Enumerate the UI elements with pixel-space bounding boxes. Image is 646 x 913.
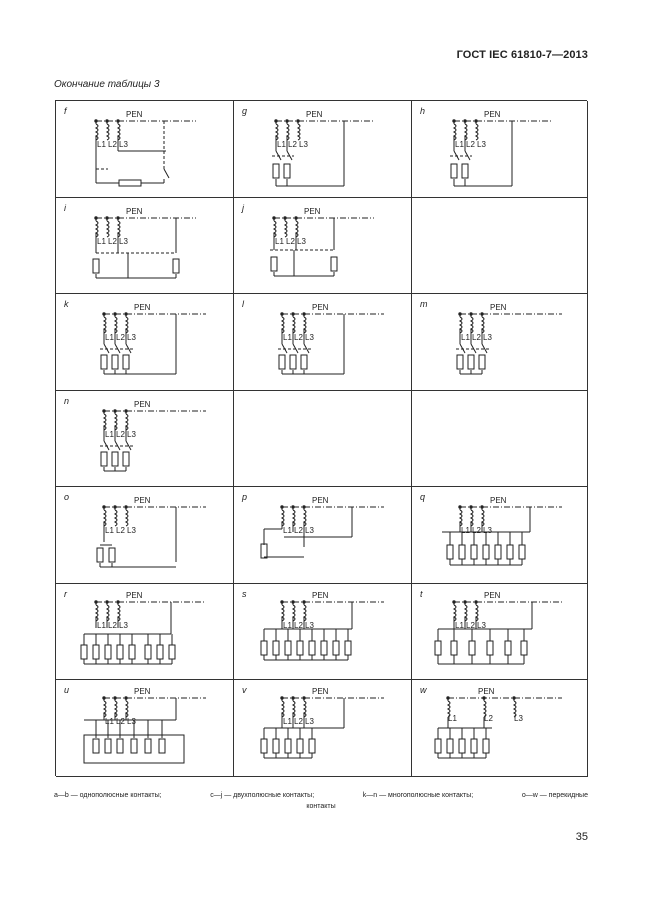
- phase-label: L3: [305, 333, 314, 342]
- circuit-diagram: [412, 101, 589, 196]
- resistor: [93, 645, 99, 659]
- footnote-part: c—j — двухполюсные контакты;: [210, 792, 315, 799]
- resistor: [279, 355, 285, 369]
- cell-letter: i: [64, 202, 66, 213]
- junction-dot: [103, 313, 105, 315]
- phase-label: L2: [108, 236, 117, 246]
- cell-letter: j: [242, 202, 244, 213]
- phase-label: L1: [455, 620, 464, 630]
- winding-coil: [298, 124, 300, 140]
- pen-label: PEN: [484, 110, 501, 119]
- resistor: [321, 641, 327, 655]
- phase-label: L2: [288, 140, 297, 149]
- winding-coil: [126, 510, 128, 526]
- resistor: [159, 739, 165, 753]
- junction-dot: [125, 697, 127, 699]
- circuit-diagram: [234, 198, 411, 293]
- cell-empty: [234, 391, 412, 488]
- cell-t: [412, 584, 588, 681]
- junction-dot: [513, 697, 515, 699]
- cell-r: [56, 584, 234, 681]
- resistor: [301, 355, 307, 369]
- resistor: [273, 164, 279, 178]
- junction-dot: [117, 600, 119, 602]
- cell-letter: k: [64, 299, 69, 309]
- cell-l: [234, 294, 412, 391]
- cell-o: [56, 487, 234, 584]
- cell-f: [56, 101, 234, 198]
- junction-dot: [273, 216, 275, 218]
- pen-label: PEN: [484, 590, 501, 600]
- resistor: [285, 641, 291, 655]
- phase-label: L2: [116, 717, 125, 726]
- cell-p: [234, 487, 412, 584]
- circuit-diagram: [56, 391, 233, 486]
- cell-letter: g: [242, 106, 248, 116]
- resistor: [285, 739, 291, 753]
- winding-coil: [107, 124, 109, 140]
- resistor: [131, 739, 137, 753]
- pen-label: PEN: [134, 496, 151, 505]
- junction-dot: [303, 506, 305, 508]
- junction-dot: [481, 313, 483, 315]
- phase-label: L2: [294, 717, 303, 726]
- junction-dot: [481, 506, 483, 508]
- circuit-diagram: [56, 294, 233, 389]
- resistor: [105, 645, 111, 659]
- circuit-diagram: [56, 584, 233, 679]
- phase-label: L3: [119, 236, 128, 246]
- resistor: [457, 355, 463, 369]
- resistor: [451, 164, 457, 178]
- resistor: [261, 641, 267, 655]
- phase-label: L1: [283, 526, 292, 535]
- resistor: [459, 545, 465, 559]
- winding-coil: [285, 221, 287, 237]
- phase-label: L1: [275, 236, 284, 246]
- junction-dot: [106, 216, 108, 218]
- resistor: [505, 641, 511, 655]
- cell-letter: t: [420, 588, 423, 599]
- junction-dot: [447, 697, 449, 699]
- cell-s: [234, 584, 412, 681]
- junction-dot: [292, 313, 294, 315]
- cell-k: [56, 294, 234, 391]
- table-caption: Окончание таблицы 3: [54, 79, 160, 90]
- resistor: [435, 641, 441, 655]
- cell-letter: u: [64, 685, 70, 695]
- junction-dot: [286, 120, 288, 122]
- pen-label: PEN: [312, 590, 329, 600]
- pen-label: PEN: [134, 687, 151, 696]
- cell-letter: p: [242, 492, 248, 502]
- phase-label: L2: [294, 333, 303, 342]
- phase-label: L3: [297, 236, 306, 246]
- phase-label: L2: [116, 526, 125, 535]
- junction-dot: [303, 697, 305, 699]
- resistor: [487, 641, 493, 655]
- phase-label: L3: [305, 620, 314, 630]
- pen-label: PEN: [312, 303, 329, 312]
- resistor: [123, 355, 129, 369]
- resistor: [447, 739, 453, 753]
- pen-label: PEN: [126, 110, 143, 119]
- circuit-diagram: [234, 584, 411, 679]
- phase-label: L1: [105, 526, 114, 535]
- junction-dot: [114, 409, 116, 411]
- pen-label: PEN: [490, 496, 507, 505]
- circuit-diagram: [56, 487, 233, 582]
- resistor: [331, 257, 337, 271]
- junction-dot: [103, 506, 105, 508]
- phase-label: L1: [283, 717, 292, 726]
- junction-dot: [453, 120, 455, 122]
- phase-label: L3: [483, 333, 492, 342]
- resistor: [451, 641, 457, 655]
- phase-label: L1: [105, 333, 114, 342]
- phase-label: L3: [477, 620, 486, 630]
- resistor: [468, 355, 474, 369]
- junction-dot: [106, 600, 108, 602]
- resistor: [284, 164, 290, 178]
- phase-label: L3: [305, 526, 314, 535]
- phase-label: L1: [455, 140, 464, 149]
- cell-empty: [412, 391, 588, 488]
- junction-dot: [459, 313, 461, 315]
- wire: [164, 169, 169, 178]
- circuit-table: [55, 100, 587, 776]
- junction-dot: [281, 506, 283, 508]
- resistor: [81, 645, 87, 659]
- junction-dot: [292, 697, 294, 699]
- resistor: [333, 641, 339, 655]
- junction-dot: [464, 600, 466, 602]
- junction-dot: [275, 120, 277, 122]
- junction-dot: [453, 600, 455, 602]
- phase-label: L3: [477, 140, 486, 149]
- resistor: [145, 739, 151, 753]
- phase-label: L1: [97, 140, 106, 149]
- winding-coil: [476, 124, 478, 140]
- phase-label: L2: [294, 620, 303, 630]
- junction-dot: [125, 313, 127, 315]
- junction-dot: [281, 697, 283, 699]
- pen-label: PEN: [478, 687, 495, 696]
- cell-empty: [412, 198, 588, 295]
- junction-dot: [281, 313, 283, 315]
- cell-u: [56, 680, 234, 777]
- resistor: [101, 452, 107, 466]
- resistor: [119, 180, 141, 186]
- junction-dot: [284, 216, 286, 218]
- phase-label: L2: [116, 429, 125, 439]
- pen-label: PEN: [312, 687, 329, 696]
- junction-dot: [95, 600, 97, 602]
- resistor: [459, 739, 465, 753]
- phase-label: L2: [472, 526, 481, 535]
- junction-dot: [459, 506, 461, 508]
- phase-label: L3: [305, 717, 314, 726]
- pen-label: PEN: [312, 496, 329, 505]
- junction-dot: [475, 600, 477, 602]
- resistor: [435, 739, 441, 753]
- phase-label: L2: [472, 333, 481, 342]
- phase-label: L3: [127, 429, 136, 439]
- junction-dot: [470, 313, 472, 315]
- footnote-part: a—b — однополюсные контакты;: [54, 792, 162, 799]
- phase-label: L3: [119, 140, 128, 149]
- footnote-line2: контакты: [306, 803, 336, 810]
- junction-dot: [303, 313, 305, 315]
- resistor: [129, 645, 135, 659]
- cell-letter: h: [420, 106, 426, 116]
- cell-letter: m: [420, 299, 428, 309]
- phase-label: L2: [466, 620, 475, 630]
- resistor: [123, 452, 129, 466]
- resistor: [309, 739, 315, 753]
- circuit-diagram: [234, 487, 411, 582]
- phase-label: L2: [484, 714, 493, 723]
- resistor: [261, 739, 267, 753]
- resistor: [507, 545, 513, 559]
- phase-label: L3: [127, 717, 136, 726]
- resistor: [495, 545, 501, 559]
- phase-label: L3: [514, 714, 523, 723]
- cell-h: [412, 101, 588, 198]
- phase-label: L2: [466, 140, 475, 149]
- circuit-diagram: [412, 487, 589, 582]
- junction-dot: [297, 120, 299, 122]
- resistor: [521, 641, 527, 655]
- pen-label: PEN: [134, 399, 151, 409]
- phase-label: L1: [461, 333, 470, 342]
- phase-label: L2: [108, 620, 117, 630]
- pen-label: PEN: [304, 206, 321, 216]
- phase-label: L3: [299, 140, 308, 149]
- resistor: [261, 544, 267, 558]
- circuit-diagram: [412, 294, 589, 389]
- resistor: [112, 452, 118, 466]
- resistor: [483, 739, 489, 753]
- cell-letter: v: [242, 685, 247, 695]
- resistor: [105, 739, 111, 753]
- circuit-diagram: [234, 680, 411, 775]
- junction-dot: [95, 120, 97, 122]
- resistor: [483, 545, 489, 559]
- junction-dot: [95, 216, 97, 218]
- junction-dot: [475, 120, 477, 122]
- pen-label: PEN: [306, 110, 323, 119]
- cell-letter: r: [64, 588, 67, 599]
- resistor: [309, 641, 315, 655]
- junction-dot: [103, 409, 105, 411]
- phase-label: L1: [448, 714, 457, 723]
- cell-v: [234, 680, 412, 777]
- junction-dot: [464, 120, 466, 122]
- resistor: [519, 545, 525, 559]
- circuit-diagram: [56, 101, 233, 196]
- cell-q: [412, 487, 588, 584]
- phase-label: L1: [97, 620, 106, 630]
- cell-i: [56, 198, 234, 295]
- cell-m: [412, 294, 588, 391]
- footnote-part: o—w — перекидные: [521, 792, 588, 799]
- phase-label: L1: [97, 236, 106, 246]
- phase-label: L1: [283, 620, 292, 630]
- junction-dot: [125, 506, 127, 508]
- phase-label: L3: [119, 620, 128, 630]
- cell-letter: f: [64, 106, 67, 116]
- table-footnote: [54, 790, 588, 812]
- phase-label: L3: [127, 526, 136, 535]
- resistor: [447, 545, 453, 559]
- resistor: [469, 641, 475, 655]
- circuit-diagram: [234, 101, 411, 196]
- cell-j: [234, 198, 412, 295]
- resistor: [169, 645, 175, 659]
- junction-dot: [114, 313, 116, 315]
- phase-label: L2: [286, 236, 295, 246]
- junction-dot: [103, 697, 105, 699]
- phase-label: L1: [277, 140, 286, 149]
- circuit-diagram: [56, 680, 233, 775]
- phase-label: L1: [283, 333, 292, 342]
- resistor: [271, 257, 277, 271]
- resistor: [157, 645, 163, 659]
- phase-label: L2: [108, 140, 117, 149]
- resistor: [273, 641, 279, 655]
- resistor: [462, 164, 468, 178]
- winding-coil: [107, 221, 109, 237]
- junction-dot: [281, 600, 283, 602]
- circuit-diagram: [412, 680, 589, 775]
- cell-letter: s: [242, 588, 247, 599]
- winding-coil: [115, 510, 117, 526]
- cell-letter: l: [242, 299, 244, 309]
- resistor: [290, 355, 296, 369]
- junction-dot: [117, 120, 119, 122]
- circuit-diagram: [56, 198, 233, 293]
- resistor: [93, 259, 99, 273]
- pen-label: PEN: [134, 303, 151, 312]
- resistor: [93, 739, 99, 753]
- phase-label: L1: [105, 429, 114, 439]
- pen-label: PEN: [490, 303, 507, 312]
- phase-label: L1: [461, 526, 470, 535]
- cell-letter: q: [420, 492, 426, 502]
- footnote-part: k—n — многополюсные контакты;: [362, 792, 474, 799]
- junction-dot: [303, 600, 305, 602]
- junction-dot: [295, 216, 297, 218]
- resistor: [145, 645, 151, 659]
- resistor: [173, 259, 179, 273]
- cell-w: [412, 680, 588, 777]
- pen-label: PEN: [126, 590, 143, 600]
- cell-letter: w: [420, 685, 427, 695]
- resistor: [273, 739, 279, 753]
- resistor: [297, 641, 303, 655]
- junction-dot: [483, 697, 485, 699]
- junction-dot: [125, 409, 127, 411]
- pen-label: PEN: [126, 206, 143, 216]
- junction-dot: [117, 216, 119, 218]
- junction-dot: [114, 697, 116, 699]
- phase-label: L2: [294, 526, 303, 535]
- resistor: [112, 355, 118, 369]
- resistor: [297, 739, 303, 753]
- junction-dot: [106, 120, 108, 122]
- junction-dot: [292, 506, 294, 508]
- phase-label: L3: [127, 333, 136, 342]
- cell-g: [234, 101, 412, 198]
- circuit-diagram: [412, 584, 589, 679]
- cell-letter: o: [64, 492, 70, 502]
- cell-letter: n: [64, 395, 70, 406]
- resistor: [117, 739, 123, 753]
- resistor: [101, 355, 107, 369]
- resistor: [109, 548, 115, 562]
- resistor: [345, 641, 351, 655]
- resistor: [471, 545, 477, 559]
- junction-dot: [470, 506, 472, 508]
- resistor: [471, 739, 477, 753]
- circuit-diagram: [234, 294, 411, 389]
- resistor: [479, 355, 485, 369]
- junction-dot: [292, 600, 294, 602]
- resistor: [117, 645, 123, 659]
- resistor: [97, 548, 103, 562]
- junction-dot: [114, 506, 116, 508]
- cell-n: [56, 391, 234, 488]
- phase-label: L1: [105, 717, 114, 726]
- document-header: ГОСТ IEC 61810-7—2013: [456, 49, 588, 61]
- phase-label: L2: [116, 333, 125, 342]
- phase-label: L3: [483, 526, 492, 535]
- page-number: 35: [575, 831, 588, 843]
